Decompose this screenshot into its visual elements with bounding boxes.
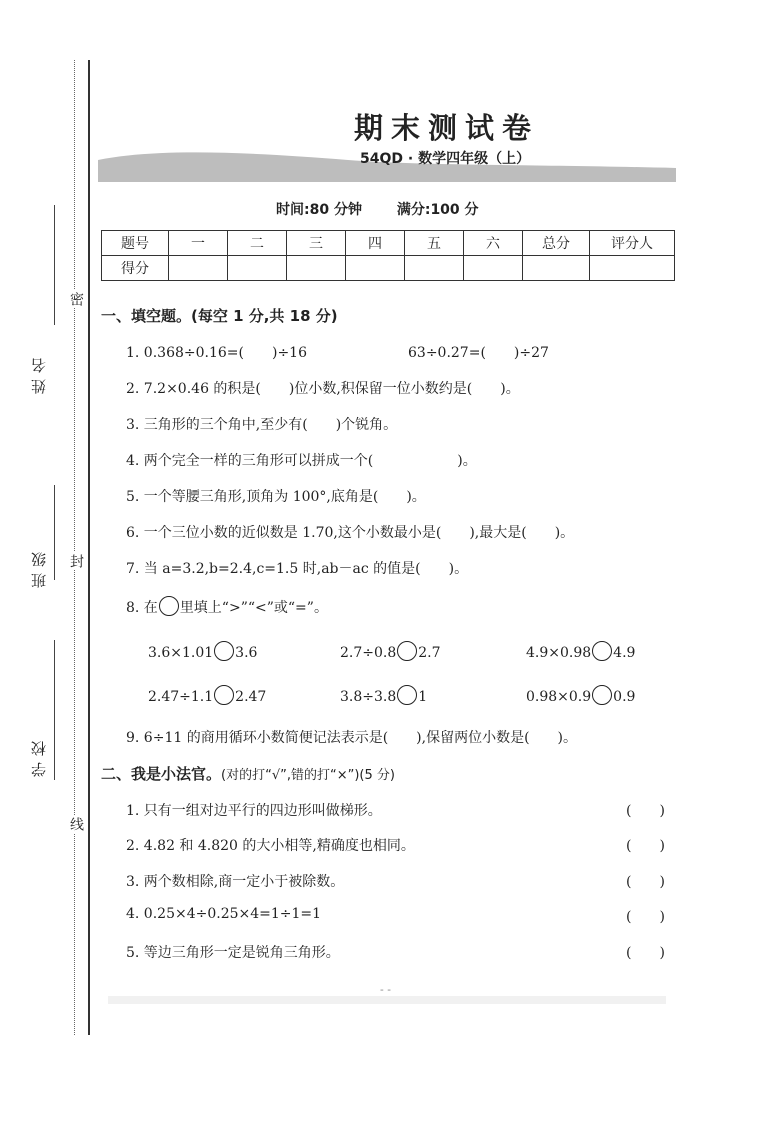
judge-item-1: 1. 只有一组对边平行的四边形叫做梯形。 <box>126 803 382 819</box>
exam-info <box>276 199 509 219</box>
compare-left: 4.9×0.98 <box>526 645 592 661</box>
answer-paren[interactable]: ( ) <box>626 945 665 961</box>
table-cell: 题号 <box>102 231 169 256</box>
compare-item <box>340 641 441 661</box>
question-9: 9. 6÷11 的商用循环小数简便记法表示是( ),保留两位小数是( )。 <box>126 730 578 746</box>
seal-char-feng: 封 <box>68 554 84 568</box>
question-1b: 63÷0.27=( )÷27 <box>408 345 549 361</box>
page-mark: - - <box>380 983 391 996</box>
score-input-cell[interactable] <box>464 256 523 281</box>
compare-item <box>148 685 266 705</box>
compare-item <box>148 641 257 661</box>
question-2: 2. 7.2×0.46 的积是( )位小数,积保留一位小数约是( )。 <box>126 381 520 397</box>
compare-right: 2.47 <box>235 689 267 705</box>
answer-paren[interactable]: ( ) <box>626 838 665 854</box>
question-8-suffix: 里填上“>”“<”或“=”。 <box>179 600 328 616</box>
question-3: 3. 三角形的三个角中,至少有( )个锐角。 <box>126 417 398 433</box>
class-label: 班级 <box>30 546 48 588</box>
question-1a: 1. 0.368÷0.16=( )÷16 <box>126 345 307 361</box>
score-table <box>101 230 675 281</box>
compare-right: 3.6 <box>235 645 258 661</box>
judge-item-2: 2. 4.82 和 4.820 的大小相等,精确度也相同。 <box>126 838 415 854</box>
answer-circle[interactable] <box>214 685 234 705</box>
section-1-title: 一、填空题。(每空 1 分,共 18 分) <box>101 307 338 325</box>
answer-paren[interactable]: ( ) <box>626 909 665 925</box>
question-8 <box>126 596 328 617</box>
compare-right: 4.9 <box>613 645 636 661</box>
question-8-prefix: 8. 在 <box>126 600 158 616</box>
circle-icon <box>159 596 179 616</box>
table-cell: 一 <box>169 231 228 256</box>
question-6: 6. 一个三位小数的近似数是 1.70,这个小数最小是( ),最大是( )。 <box>126 525 575 541</box>
table-cell: 五 <box>405 231 464 256</box>
judge-item-4: 4. 0.25×4÷0.25×4=1÷1=1 <box>126 906 322 922</box>
table-cell: 总分 <box>523 231 590 256</box>
judge-item-5: 5. 等边三角形一定是锐角三角形。 <box>126 945 340 961</box>
score-input-cell[interactable] <box>228 256 287 281</box>
school-label: 学校 <box>30 735 48 777</box>
compare-left: 2.7÷0.8 <box>340 645 397 661</box>
section-2-heading: 二、我是小法官。 <box>101 765 222 783</box>
page-title: 期末测试卷 <box>353 111 539 145</box>
class-blank-line[interactable] <box>54 485 55 580</box>
score-input-cell[interactable] <box>590 256 675 281</box>
seal-char-mi: 密 <box>68 292 84 306</box>
answer-circle[interactable] <box>592 685 612 705</box>
section-2-note: (对的打“√”,错的打“×”)(5 分) <box>221 768 395 783</box>
table-cell: 三 <box>287 231 346 256</box>
question-4: 4. 两个完全一样的三角形可以拼成一个( )。 <box>126 453 477 469</box>
answer-paren[interactable]: ( ) <box>626 874 665 890</box>
compare-left: 0.98×0.9 <box>526 689 592 705</box>
margin-dotted-line <box>74 60 75 1035</box>
compare-right: 1 <box>418 689 428 705</box>
footer-bar <box>108 996 666 1004</box>
question-5: 5. 一个等腰三角形,顶角为 100°,底角是( )。 <box>126 489 426 505</box>
name-blank-line[interactable] <box>54 205 55 325</box>
score-table-score-row <box>102 256 675 281</box>
subtitle: 54QD · 数学四年级（上） <box>360 151 531 167</box>
compare-item <box>526 685 635 705</box>
section-2-title <box>101 763 395 784</box>
table-cell: 二 <box>228 231 287 256</box>
score-table-header-row <box>102 231 675 256</box>
compare-item <box>526 641 635 661</box>
score-input-cell[interactable] <box>405 256 464 281</box>
answer-circle[interactable] <box>397 685 417 705</box>
compare-left: 3.6×1.01 <box>148 645 214 661</box>
compare-item <box>340 685 427 705</box>
table-cell: 评分人 <box>590 231 675 256</box>
question-7: 7. 当 a=3.2,b=2.4,c=1.5 时,ab－ac 的值是( )。 <box>126 561 469 577</box>
table-cell: 得分 <box>102 256 169 281</box>
compare-right: 0.9 <box>613 689 636 705</box>
judge-item-3: 3. 两个数相除,商一定小于被除数。 <box>126 874 345 890</box>
table-cell: 四 <box>346 231 405 256</box>
score-input-cell[interactable] <box>523 256 590 281</box>
time-limit: 时间:80 分钟 <box>276 202 362 218</box>
school-blank-line[interactable] <box>54 640 55 780</box>
score-input-cell[interactable] <box>169 256 228 281</box>
table-cell: 六 <box>464 231 523 256</box>
score-input-cell[interactable] <box>346 256 405 281</box>
score-input-cell[interactable] <box>287 256 346 281</box>
answer-circle[interactable] <box>397 641 417 661</box>
seal-char-xian: 线 <box>68 817 84 831</box>
compare-left: 2.47÷1.1 <box>148 689 214 705</box>
margin-solid-line <box>88 60 90 1035</box>
name-label: 姓名 <box>30 352 48 394</box>
compare-right: 2.7 <box>418 645 441 661</box>
answer-paren[interactable]: ( ) <box>626 803 665 819</box>
compare-left: 3.8÷3.8 <box>340 689 397 705</box>
full-score: 满分:100 分 <box>396 202 479 218</box>
answer-circle[interactable] <box>592 641 612 661</box>
answer-circle[interactable] <box>214 641 234 661</box>
